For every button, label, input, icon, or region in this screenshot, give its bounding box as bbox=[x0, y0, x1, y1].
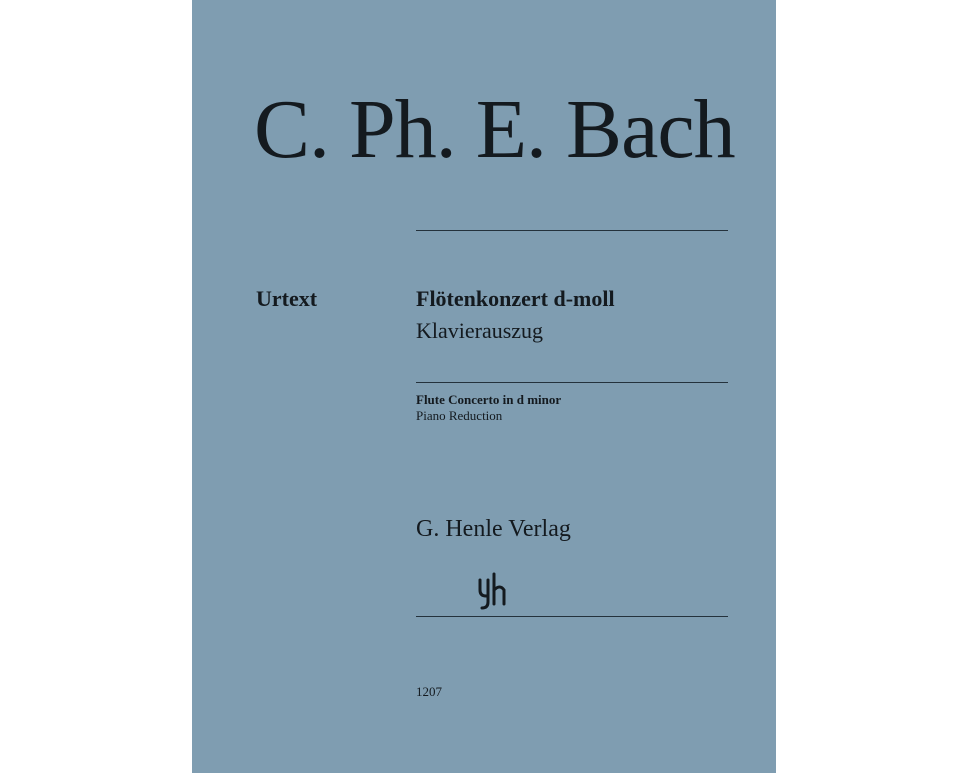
book-cover bbox=[192, 0, 776, 773]
title-english: Flute Concerto in d minor bbox=[416, 392, 562, 407]
composer-name: C. Ph. E. Bach bbox=[254, 83, 735, 176]
subtitle-german: Klavierauszug bbox=[416, 318, 544, 343]
edition-label: Urtext bbox=[256, 286, 318, 311]
title-german: Flötenkonzert d-moll bbox=[416, 286, 615, 311]
catalog-number: 1207 bbox=[416, 684, 442, 699]
subtitle-english: Piano Reduction bbox=[416, 408, 503, 423]
publisher-name: G. Henle Verlag bbox=[416, 516, 571, 542]
divider-bottom bbox=[416, 616, 728, 617]
divider-middle bbox=[416, 382, 728, 383]
divider-top bbox=[416, 230, 728, 231]
henle-monogram-icon bbox=[474, 572, 510, 612]
